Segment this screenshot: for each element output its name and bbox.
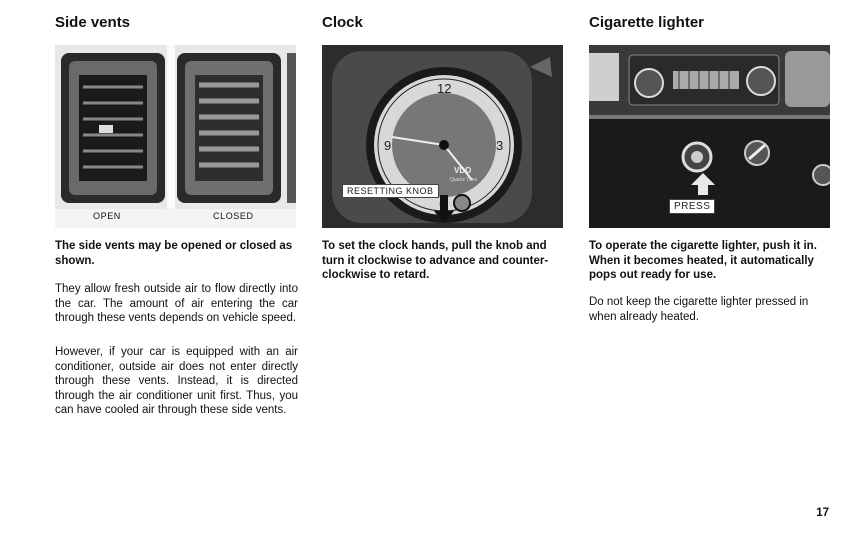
side-vents-heading: Side vents: [55, 14, 131, 31]
cigarette-lighter-caption: To operate the cigarette lighter, push it in. When it becomes heated, it automatically pops out ready for use.: [589, 240, 817, 281]
cigarette-lighter-paragraph-1: Do not keep the cigarette lighter pressed in when already heated.: [589, 296, 809, 323]
svg-text:12: 12: [437, 81, 452, 96]
clock-photo: [322, 45, 563, 228]
press-label: PRESS: [669, 199, 715, 214]
clock-heading: Clock: [322, 14, 363, 31]
side-vents-caption: The side vents may be opened or closed as shown.: [55, 240, 293, 267]
page-number: 17: [816, 507, 829, 519]
vdo-brand: VDO: [454, 166, 472, 175]
svg-text:9: 9: [384, 138, 392, 153]
side-vents-photo: [55, 45, 296, 228]
svg-text:3: 3: [496, 138, 504, 153]
side-vents-paragraph-2: However, if your car is equipped with an air conditioner, outside air does not enter directly through these vents. Instead, it is directed through the air conditioner unit first. Thus, you can have cooled air through these side vents.: [55, 346, 298, 416]
resetting-knob-label: RESETTING KNOB: [342, 184, 439, 198]
cigarette-lighter-photo: [589, 45, 830, 228]
closed-label: CLOSED: [213, 211, 254, 221]
clock-caption: To set the clock hands, pull the knob and turn it clockwise to advance and counter-clockwise to retard.: [322, 240, 549, 281]
side-vents-paragraph-1: They allow fresh outside air to flow directly into the car. The amount of air entering the car through these vents depends on vehicle speed.: [55, 283, 298, 324]
cigarette-lighter-heading: Cigarette lighter: [589, 14, 705, 31]
vdo-brand-subtitle: Quartz Time: [450, 177, 478, 183]
open-label: OPEN: [93, 211, 121, 221]
